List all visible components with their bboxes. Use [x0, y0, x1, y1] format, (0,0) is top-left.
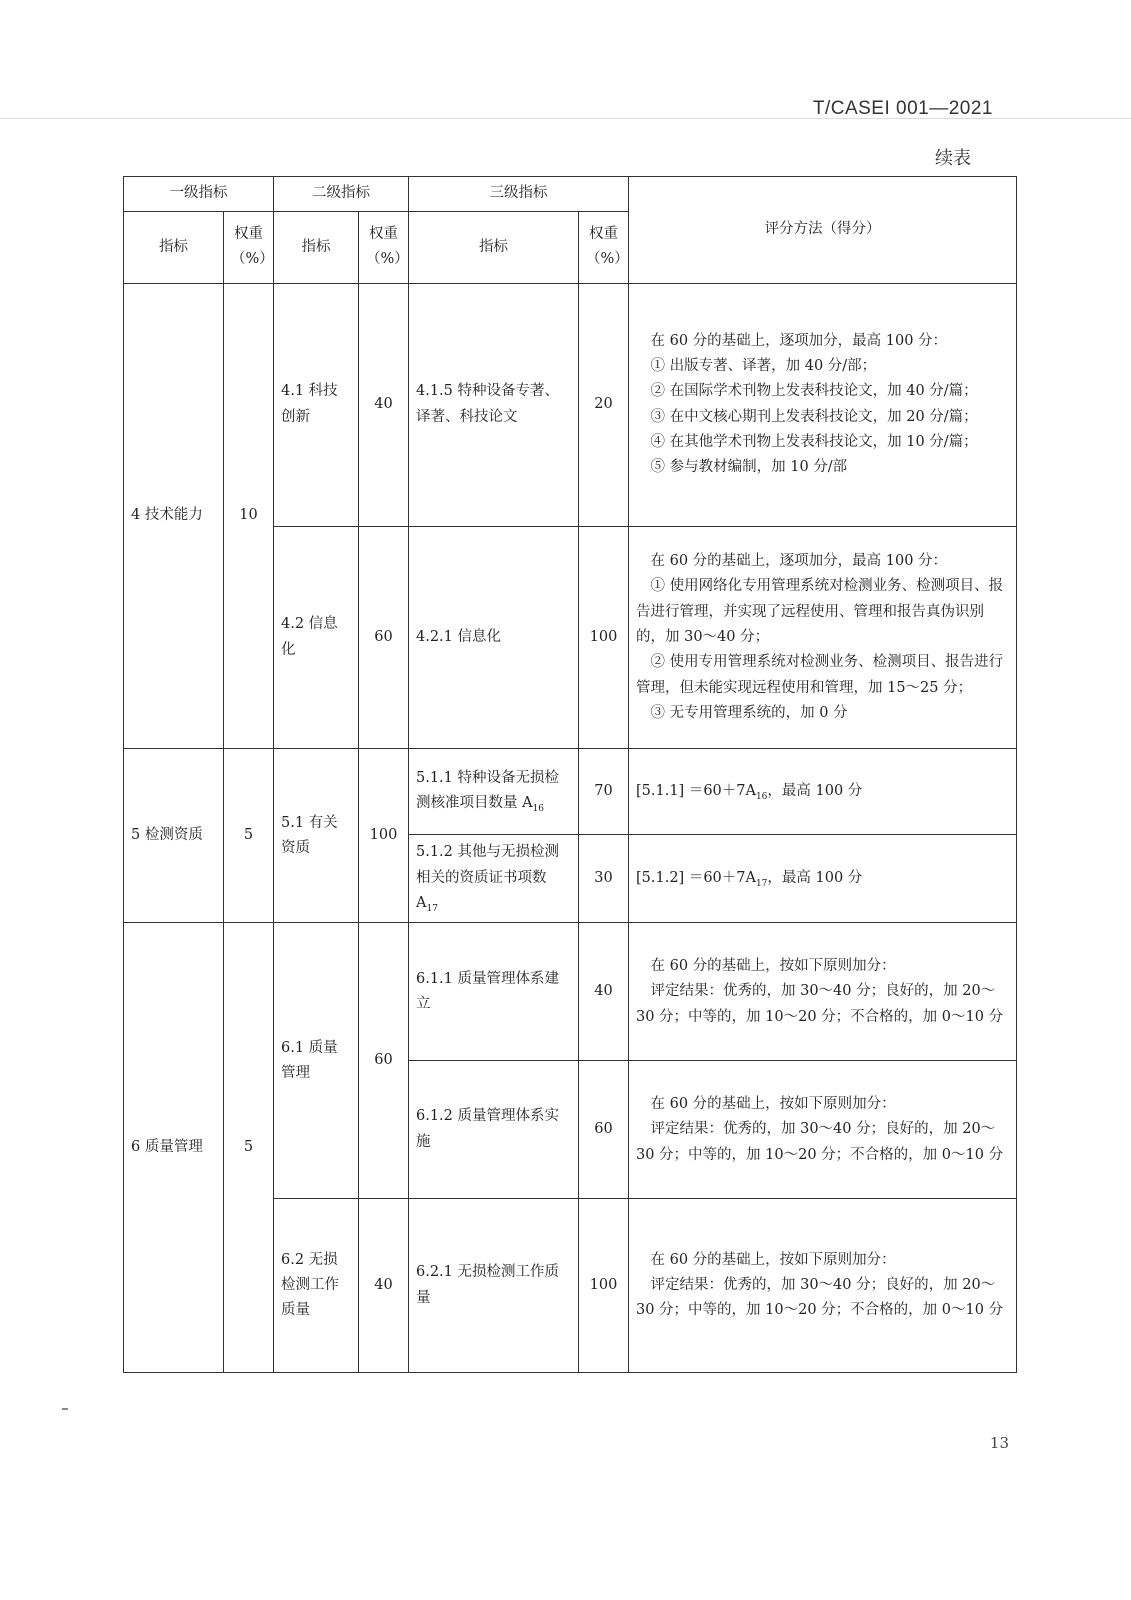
formula-text: [5.1.1] ＝60＋7A — [636, 782, 756, 799]
page-number: 13 — [989, 1434, 1009, 1452]
scoring-formula — [629, 835, 1017, 923]
level3-header: 三级指标 — [409, 177, 629, 212]
level2-weight: 40 — [359, 283, 409, 526]
method-item: ③ 无专用管理系统的，加 0 分 — [650, 705, 848, 722]
indicator-header: 指标 — [274, 212, 359, 284]
level2-indicator: 6.1 质量管理 — [274, 923, 359, 1199]
method-intro: 在 60 分的基础上，逐项加分，最高 100 分： — [650, 552, 948, 569]
level3-indicator: 4.2.1 信息化 — [409, 526, 579, 749]
scoring-method — [629, 526, 1017, 749]
formula-suffix: ，最高 100 分 — [767, 782, 863, 799]
indicator-header: 指标 — [409, 212, 579, 284]
level1-indicator: 4 技术能力 — [124, 283, 224, 749]
method-intro: 在 60 分的基础上，按如下原则加分： — [650, 1251, 896, 1268]
method-header: 评分方法（得分） — [629, 177, 1017, 284]
table-row — [124, 749, 1017, 835]
level3-indicator-text: 5.1.2 其他与无损检测相关的资质证书项数 A — [416, 844, 560, 911]
weight-header: 权重（%） — [224, 212, 274, 284]
method-item: ④ 在其他学术刊物上发表科技论文，加 10 分/篇； — [650, 434, 978, 451]
method-item: ① 出版专著、译著，加 40 分/部； — [650, 357, 877, 374]
header-row-groups — [124, 177, 1017, 212]
method-intro: 在 60 分的基础上，按如下原则加分： — [650, 957, 896, 974]
formula-text: [5.1.2] ＝60＋7A — [636, 869, 756, 886]
table-row — [124, 923, 1017, 1061]
scan-mark — [62, 1408, 68, 1410]
level3-indicator: 6.1.2 质量管理体系实施 — [409, 1061, 579, 1199]
method-body: 评定结果：优秀的，加 30～40 分；良好的，加 20～30 分；中等的，加 10～20 分；不合格的，加 0～10 分 — [636, 1121, 1004, 1163]
level2-weight: 60 — [359, 526, 409, 749]
level2-indicator: 4.2 信息化 — [274, 526, 359, 749]
method-item: ① 使用网络化专用管理系统对检测业务、检测项目、报告进行管理，并实现了远程使用、管理和报告真伪识别的，加 30～40 分； — [636, 578, 1004, 645]
method-item: ② 使用专用管理系统对检测业务、检测项目、报告进行管理，但未能实现远程使用和管理，加 15～25 分； — [636, 654, 1004, 696]
method-item: ③ 在中文核心期刊上发表科技论文，加 20 分/篇； — [650, 408, 978, 425]
level1-indicator: 5 检测资质 — [124, 749, 224, 923]
continued-label: 续表 — [935, 148, 971, 169]
level3-indicator — [409, 835, 579, 923]
level3-weight: 100 — [579, 526, 629, 749]
level3-indicator — [409, 749, 579, 835]
level1-indicator: 6 质量管理 — [124, 923, 224, 1373]
level3-weight: 40 — [579, 923, 629, 1061]
level3-indicator-text: 5.1.1 特种设备无损检测核准项目数量 A — [416, 769, 560, 812]
method-body: 评定结果：优秀的，加 30～40 分；良好的，加 20～30 分；中等的，加 10～20 分；不合格的，加 0～10 分 — [636, 983, 1004, 1025]
weight-header: 权重（%） — [579, 212, 629, 284]
subscript: 17 — [755, 878, 768, 889]
scoring-table — [123, 176, 1017, 1373]
table-row — [124, 283, 1017, 526]
formula-suffix: ，最高 100 分 — [767, 869, 863, 886]
level3-weight: 30 — [579, 835, 629, 923]
method-item: ⑤ 参与教材编制，加 10 分/部 — [650, 459, 848, 476]
level2-indicator: 4.1 科技创新 — [274, 283, 359, 526]
level3-indicator: 4.1.5 特种设备专著、译著、科技论文 — [409, 283, 579, 526]
indicator-header: 指标 — [124, 212, 224, 284]
scoring-formula — [629, 749, 1017, 835]
level3-indicator: 6.1.1 质量管理体系建立 — [409, 923, 579, 1061]
level1-weight: 5 — [224, 923, 274, 1373]
level1-weight: 5 — [224, 749, 274, 923]
scoring-method — [629, 923, 1017, 1061]
method-intro: 在 60 分的基础上，按如下原则加分： — [650, 1095, 896, 1112]
subscript: 16 — [755, 791, 768, 802]
level3-weight: 100 — [579, 1199, 629, 1373]
scoring-method — [629, 1199, 1017, 1373]
level2-weight: 100 — [359, 749, 409, 923]
level2-indicator: 6.2 无损检测工作质量 — [274, 1199, 359, 1373]
subscript: 16 — [532, 804, 545, 815]
level2-indicator: 5.1 有关资质 — [274, 749, 359, 923]
level1-weight: 10 — [224, 283, 274, 749]
header-rule — [0, 118, 1131, 119]
level2-header: 二级指标 — [274, 177, 409, 212]
method-body: 评定结果：优秀的，加 30～40 分；良好的，加 20～30 分；中等的，加 10～20 分；不合格的，加 0～10 分 — [636, 1276, 1004, 1319]
level3-weight: 20 — [579, 283, 629, 526]
scoring-method — [629, 1061, 1017, 1199]
level3-indicator: 6.2.1 无损检测工作质量 — [409, 1199, 579, 1373]
method-item: ② 在国际学术刊物上发表科技论文，加 40 分/篇； — [650, 383, 978, 400]
scoring-method — [629, 283, 1017, 526]
level2-weight: 60 — [359, 923, 409, 1199]
weight-header: 权重（%） — [359, 212, 409, 284]
standard-code: T/CASEI 001—2021 — [812, 98, 993, 119]
level2-weight: 40 — [359, 1199, 409, 1373]
level1-header: 一级指标 — [124, 177, 274, 212]
method-intro: 在 60 分的基础上，逐项加分，最高 100 分： — [650, 332, 948, 349]
level3-weight: 60 — [579, 1061, 629, 1199]
level3-weight: 70 — [579, 749, 629, 835]
subscript: 17 — [426, 903, 438, 914]
